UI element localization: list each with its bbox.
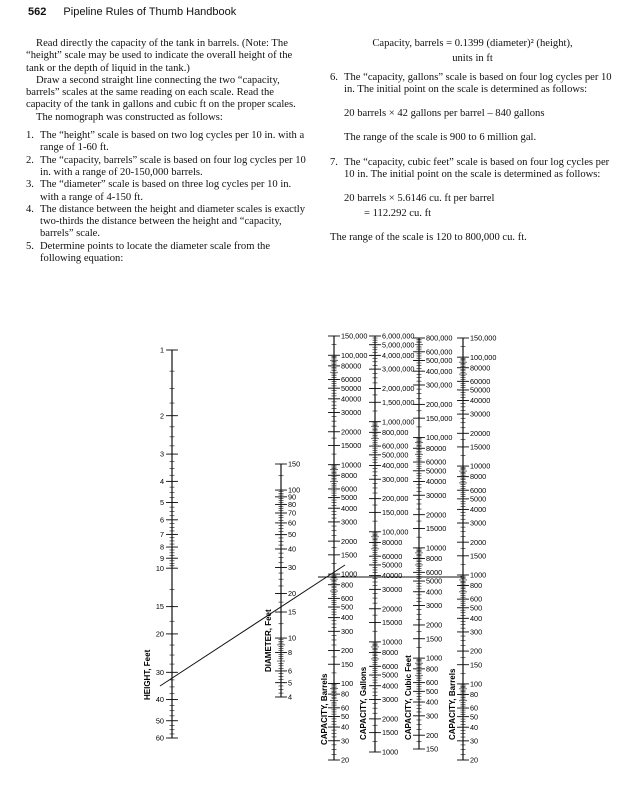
gal-tick-label: 6000 — [382, 661, 399, 671]
bbl1-tick-label: 100 — [341, 679, 354, 689]
bbl2-tick-label: 1000 — [470, 570, 487, 580]
bbl1-tick-label: 15000 — [341, 441, 362, 451]
bbl1-tick-label: 6000 — [341, 484, 358, 494]
bbl1-tick-label: 40000 — [341, 394, 362, 404]
bbl1-tick-label: 100,000 — [341, 350, 368, 360]
calculation: 20 barrels × 42 gallons per barrel – 840 gallons — [344, 108, 545, 120]
diameter-tick-label: 150 — [288, 459, 301, 469]
bbl2-tick-label: 80000 — [470, 363, 491, 373]
bbl2-tick-label: 5000 — [470, 494, 487, 504]
bbl2-tick-label: 150,000 — [470, 333, 497, 343]
barrels-axis-title-2: CAPACITY, Barrels — [448, 668, 457, 740]
bbl1-tick-label: 80 — [341, 689, 350, 699]
height-tick-label: 1 — [159, 345, 164, 355]
diameter-tick-label: 60 — [288, 518, 297, 528]
diameter-tick-label: 15 — [288, 607, 297, 617]
gal-tick-label: 4000 — [382, 681, 399, 691]
cuft-tick-label: 10000 — [426, 543, 447, 553]
gal-tick-label: 3000 — [382, 695, 399, 705]
height-tick-label: 5 — [159, 498, 164, 508]
gal-tick-label: 800,000 — [382, 427, 409, 437]
gal-tick-label: 10000 — [382, 637, 403, 647]
diameter-tick-label: 4 — [288, 692, 293, 702]
gal-tick-label: 5000 — [382, 670, 399, 680]
diameter-tick-label: 8 — [288, 648, 293, 658]
gal-tick-label: 300,000 — [382, 474, 409, 484]
equation: Capacity, barrels = 0.1399 (diameter)² (height), — [372, 38, 573, 49]
bbl1-tick-label: 5000 — [341, 493, 358, 503]
list-item: 7. The “capacity, cubic feet” scale is based on four log cycles per 10 in. The initial point on the scale is determined as follows: — [330, 156, 610, 181]
gal-tick-label: 20000 — [382, 604, 403, 614]
list-item: 6. The “capacity, gallons” scale is based on four log cycles per 10 in. The initial point on the scale is determined as follows: — [330, 71, 612, 95]
range-note: The range of the scale is 120 to 800,000 cu. ft. — [330, 231, 527, 243]
cuft-tick-label: 5000 — [426, 576, 443, 586]
diameter-tick-label: 80 — [288, 500, 297, 510]
bbl1-tick-label: 60000 — [341, 375, 362, 385]
bbl2-tick-label: 100,000 — [470, 352, 497, 362]
cuft-tick-label: 100,000 — [426, 433, 453, 443]
paragraph: Draw a second straight line connecting the two “capacity, barrels” scales at the same reading on each scale. Read the capacity of the tank in gallons and cubic ft on the proper scales. — [26, 74, 296, 111]
bbl1-tick-label: 400 — [341, 613, 354, 623]
diameter-axis-title: DIAMETER, Feet — [264, 609, 273, 672]
diameter-tick-label: 70 — [288, 508, 297, 518]
height-tick-label: 3 — [159, 449, 164, 459]
bbl2-tick-label: 30000 — [470, 409, 491, 419]
gal-tick-label: 50000 — [382, 560, 403, 570]
height-tick-label: 7 — [159, 530, 164, 540]
cuft-tick-label: 150,000 — [426, 413, 453, 423]
cuft-tick-label: 3000 — [426, 601, 443, 611]
bbl2-tick-label: 800 — [470, 581, 483, 591]
bbl2-tick-label: 600 — [470, 594, 483, 604]
cuft-tick-label: 8000 — [426, 554, 443, 564]
diameter-tick-label: 5 — [288, 678, 293, 688]
cuft-tick-label: 50000 — [426, 466, 447, 476]
bbl1-tick-label: 150 — [341, 659, 354, 669]
gal-tick-label: 1500 — [382, 728, 399, 738]
bbl1-tick-label: 300 — [341, 626, 354, 636]
bbl2-tick-label: 100 — [470, 679, 483, 689]
bbl1-tick-label: 3000 — [341, 517, 358, 527]
bbl1-tick-label: 4000 — [341, 503, 358, 513]
bbl1-tick-label: 80000 — [341, 361, 362, 371]
bbl2-tick-label: 3000 — [470, 518, 487, 528]
bbl1-tick-label: 20000 — [341, 427, 362, 437]
diameter-tick-label: 40 — [288, 544, 297, 554]
bbl2-tick-label: 20000 — [470, 428, 491, 438]
equation-units: units in ft — [452, 53, 493, 65]
bbl2-tick-label: 6000 — [470, 485, 487, 495]
bbl2-tick-label: 8000 — [470, 472, 487, 482]
cuft-tick-label: 800,000 — [426, 333, 453, 343]
diameter-tick-label: 10 — [288, 633, 297, 643]
gal-tick-label: 600,000 — [382, 441, 409, 451]
cuft-tick-label: 500 — [426, 686, 439, 696]
gal-tick-label: 200,000 — [382, 494, 409, 504]
gal-tick-label: 15000 — [382, 618, 403, 628]
cuft-tick-label: 600 — [426, 678, 439, 688]
bbl1-tick-label: 150,000 — [341, 331, 368, 341]
bbl2-tick-label: 4000 — [470, 505, 487, 515]
bbl2-tick-label: 40 — [470, 722, 479, 732]
bbl2-tick-label: 1500 — [470, 551, 487, 561]
gal-tick-label: 8000 — [382, 648, 399, 658]
cuft-tick-label: 200 — [426, 730, 439, 740]
cuft-tick-label: 200,000 — [426, 399, 453, 409]
list-item: 1. The “height” scale is based on two log cycles per 10 in. with a range of 1-60 ft. — [26, 130, 305, 154]
cuft-tick-label: 2000 — [426, 620, 443, 630]
cubic-feet-axis-title: CAPACITY, Cubic Feet — [404, 655, 413, 740]
gal-tick-label: 2,000,000 — [382, 384, 415, 394]
gal-tick-label: 40000 — [382, 571, 403, 581]
bbl1-tick-label: 2000 — [341, 536, 358, 546]
height-tick-label: 30 — [155, 667, 164, 677]
cuft-tick-label: 500,000 — [426, 356, 453, 366]
bbl2-tick-label: 40000 — [470, 396, 491, 406]
bbl2-tick-label: 15000 — [470, 442, 491, 452]
diameter-tick-label: 90 — [288, 492, 297, 502]
bbl1-tick-label: 30000 — [341, 408, 362, 418]
list-item: 5. Determine points to locate the diameter scale from the following equation: — [26, 240, 271, 265]
diameter-tick-label: 50 — [288, 530, 297, 540]
bbl2-tick-label: 80 — [470, 690, 479, 700]
gal-tick-label: 30000 — [382, 584, 403, 594]
cuft-tick-label: 40000 — [426, 477, 447, 487]
list-item: 2. The “capacity, barrels” scale is based on four log cycles per 10 in. with a range of 20-150,000 barrels. — [26, 154, 306, 178]
bbl1-tick-label: 50000 — [341, 383, 362, 393]
gal-tick-label: 3,000,000 — [382, 364, 415, 374]
gal-tick-label: 1,500,000 — [382, 397, 415, 407]
height-tick-label: 60 — [155, 733, 164, 743]
bbl1-tick-label: 60 — [341, 703, 350, 713]
bbl1-tick-label: 1000 — [341, 569, 358, 579]
cuft-tick-label: 1000 — [426, 653, 443, 663]
cuft-tick-label: 400 — [426, 697, 439, 707]
cuft-tick-label: 30000 — [426, 490, 447, 500]
bbl2-tick-label: 400 — [470, 613, 483, 623]
gal-tick-label: 5,000,000 — [382, 340, 415, 350]
list-item: 4. The distance between the height and diameter scales is exactly two-thirds the distance between the height and “capacity, barrels” scale. — [26, 203, 306, 240]
paragraph: Read directly the capacity of the tank in barrels. (Note: The “height” scale may be used to indicate the overall height of the tank or the depth of liquid in the tank.) — [26, 38, 293, 74]
cuft-tick-label: 800 — [426, 664, 439, 674]
bbl1-tick-label: 30 — [341, 736, 350, 746]
calculation-result: = 112.292 cu. ft — [364, 207, 432, 219]
bbl1-tick-label: 8000 — [341, 470, 358, 480]
bbl2-tick-label: 30 — [470, 736, 479, 746]
cuft-tick-label: 60000 — [426, 457, 447, 467]
bbl1-tick-label: 600 — [341, 593, 354, 603]
bbl2-tick-label: 50000 — [470, 385, 491, 395]
bbl1-tick-label: 50 — [341, 712, 350, 722]
book-title: Pipeline Rules of Thumb Handbook — [63, 6, 237, 18]
bbl2-tick-label: 20 — [470, 755, 479, 765]
height-axis-title: HEIGHT, Feet — [143, 649, 152, 700]
height-tick-label: 4 — [159, 476, 164, 486]
barrels-axis-title: CAPACITY, Barrels — [320, 673, 329, 745]
gal-tick-label: 80000 — [382, 538, 403, 548]
cuft-tick-label: 600,000 — [426, 347, 453, 357]
height-tick-label: 20 — [155, 629, 164, 639]
range-note: The range of the scale is 900 to 6 million gal. — [344, 132, 537, 144]
cuft-tick-label: 15000 — [426, 524, 447, 534]
gal-tick-label: 6,000,000 — [382, 331, 415, 341]
diameter-tick-label: 30 — [288, 563, 297, 573]
gal-tick-label: 400,000 — [382, 461, 409, 471]
height-tick-label: 40 — [155, 695, 164, 705]
bbl1-tick-label: 200 — [341, 646, 354, 656]
height-tick-label: 9 — [159, 553, 164, 563]
gal-tick-label: 100,000 — [382, 527, 409, 537]
cuft-tick-label: 6000 — [426, 567, 443, 577]
cuft-tick-label: 80000 — [426, 443, 447, 453]
gal-tick-label: 500,000 — [382, 450, 409, 460]
gal-tick-label: 60000 — [382, 551, 403, 561]
diameter-tick-label: 6 — [288, 666, 293, 676]
bbl2-tick-label: 200 — [470, 646, 483, 656]
gal-tick-label: 4,000,000 — [382, 350, 415, 360]
height-tick-label: 2 — [159, 411, 164, 421]
height-tick-label: 6 — [159, 515, 164, 525]
cuft-tick-label: 4000 — [426, 587, 443, 597]
diameter-tick-label: 20 — [288, 589, 297, 599]
height-tick-label: 8 — [159, 542, 164, 552]
cuft-tick-label: 300,000 — [426, 380, 453, 390]
height-tick-label: 10 — [155, 563, 164, 573]
bbl2-tick-label: 500 — [470, 603, 483, 613]
page-number: 562 — [28, 6, 47, 18]
example-isopleth-line — [160, 565, 345, 686]
cuft-tick-label: 20000 — [426, 510, 447, 520]
bbl2-tick-label: 300 — [470, 627, 483, 637]
height-tick-label: 50 — [155, 716, 164, 726]
bbl2-tick-label: 150 — [470, 660, 483, 670]
bbl1-tick-label: 800 — [341, 580, 354, 590]
bbl2-tick-label: 10000 — [470, 461, 491, 471]
bbl1-tick-label: 1500 — [341, 550, 358, 560]
list-item: 3. The “diameter” scale is based on three log cycles per 10 in. with a range of 4-150 ft. — [26, 179, 292, 203]
gal-tick-label: 150,000 — [382, 507, 409, 517]
bbl1-tick-label: 500 — [341, 602, 354, 612]
diameter-tick-label: 100 — [288, 485, 301, 495]
cuft-tick-label: 150 — [426, 744, 439, 754]
cuft-tick-label: 300 — [426, 711, 439, 721]
bbl2-tick-label: 50 — [470, 712, 479, 722]
gal-tick-label: 1,000,000 — [382, 417, 415, 427]
bbl2-tick-label: 2000 — [470, 537, 487, 547]
cuft-tick-label: 400,000 — [426, 366, 453, 376]
bbl1-tick-label: 10000 — [341, 460, 362, 470]
calculation: 20 barrels × 5.6146 cu. ft per barrel — [344, 193, 495, 205]
gal-tick-label: 1000 — [382, 747, 399, 757]
bbl1-tick-label: 40 — [341, 722, 350, 732]
paragraph: The nomograph was constructed as follows: — [36, 111, 223, 123]
gal-tick-label: 2000 — [382, 714, 399, 724]
bbl1-tick-label: 20 — [341, 755, 350, 765]
bbl2-tick-label: 60 — [470, 703, 479, 713]
gallons-axis-title: CAPACITY, Gallons — [359, 666, 368, 740]
cuft-tick-label: 1500 — [426, 634, 443, 644]
bbl2-tick-label: 60000 — [470, 376, 491, 386]
height-tick-label: 15 — [155, 602, 164, 612]
